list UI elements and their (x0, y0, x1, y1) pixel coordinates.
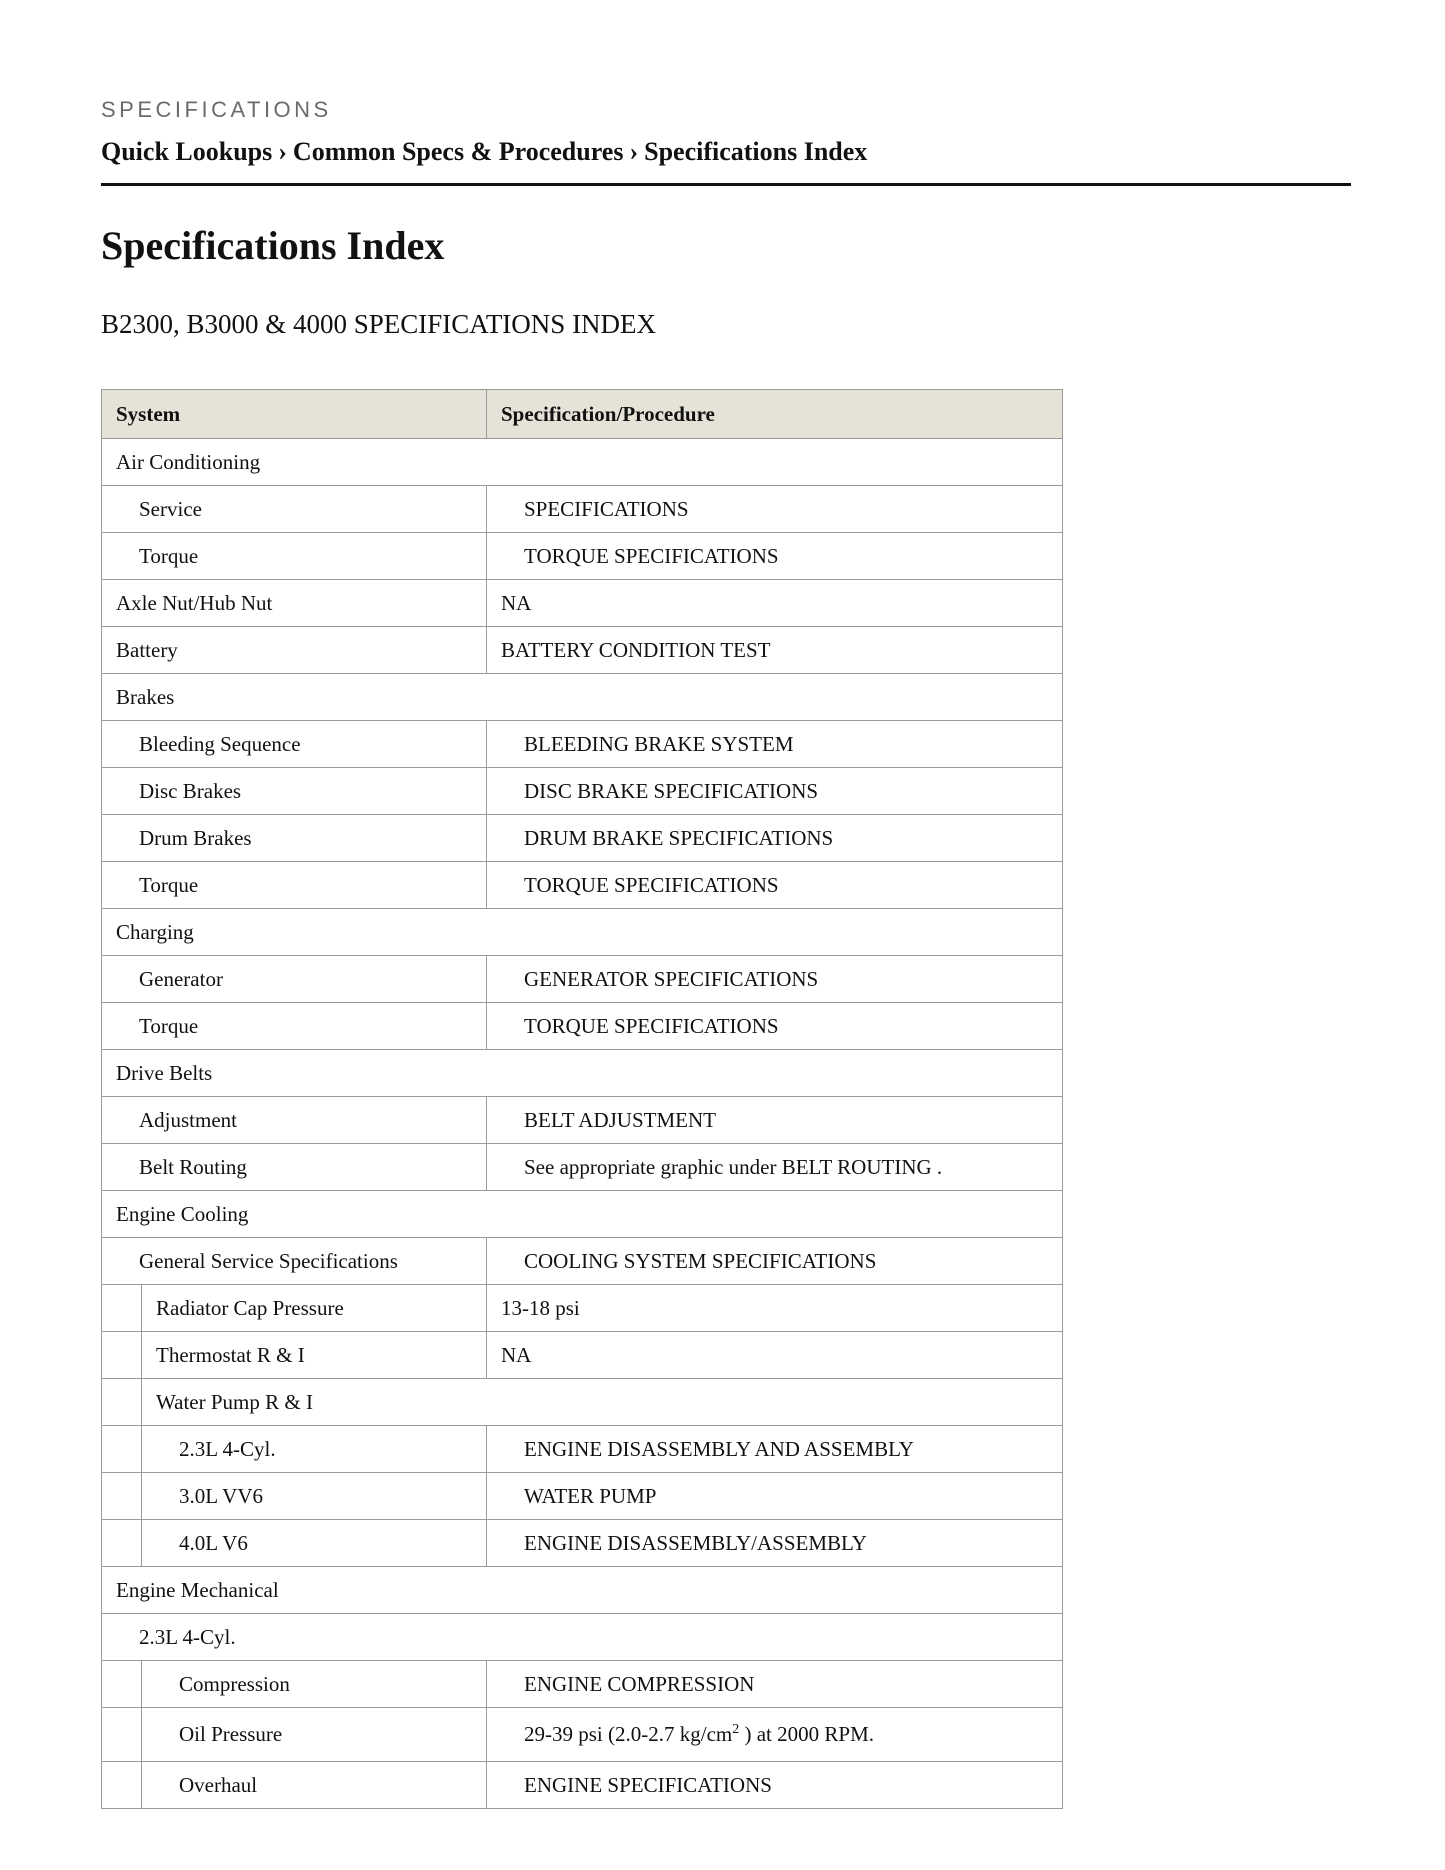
system-group-label: Brakes (102, 674, 1063, 721)
system-cell: Oil Pressure (142, 1708, 487, 1762)
table-row (102, 721, 1063, 768)
column-header-specification: Specification/Procedure (487, 390, 1063, 439)
section-label: SPECIFICATIONS (101, 97, 332, 122)
indent-gutter (102, 1379, 142, 1426)
spec-link[interactable]: See appropriate graphic under BELT ROUTING . (487, 1144, 1063, 1191)
superscript-exponent: 2 (732, 1722, 740, 1737)
table-row (102, 627, 1063, 674)
indent-gutter (102, 1332, 142, 1379)
table-row (102, 1520, 1063, 1567)
spec-link[interactable]: ENGINE COMPRESSION (487, 1661, 1063, 1708)
table-row (102, 1708, 1063, 1762)
table-row (102, 1285, 1063, 1332)
spec-link[interactable]: DISC BRAKE SPECIFICATIONS (487, 768, 1063, 815)
table-row (102, 439, 1063, 486)
spec-link[interactable]: BELT ADJUSTMENT (487, 1097, 1063, 1144)
table-header-row (102, 390, 1063, 439)
table-row (102, 768, 1063, 815)
indent-gutter (102, 1661, 142, 1708)
spec-value (487, 1708, 1063, 1762)
spec-link[interactable]: ENGINE DISASSEMBLY AND ASSEMBLY (487, 1426, 1063, 1473)
table-row (102, 1762, 1063, 1809)
spec-link[interactable]: GENERATOR SPECIFICATIONS (487, 956, 1063, 1003)
table-row (102, 862, 1063, 909)
indent-gutter (102, 1473, 142, 1520)
table-row (102, 815, 1063, 862)
system-cell: Compression (142, 1661, 487, 1708)
table-row (102, 1426, 1063, 1473)
system-cell: Overhaul (142, 1762, 487, 1809)
system-cell: Torque (102, 533, 487, 580)
spec-link[interactable]: BATTERY CONDITION TEST (487, 627, 1063, 674)
system-subgroup-label: Water Pump R & I (142, 1379, 1063, 1426)
system-cell: Drum Brakes (102, 815, 487, 862)
table-row (102, 533, 1063, 580)
table-row (102, 1003, 1063, 1050)
indent-gutter (102, 1708, 142, 1762)
breadcrumb-link-common-specs[interactable]: Common Specs & Procedures (292, 137, 624, 166)
spec-link[interactable]: TORQUE SPECIFICATIONS (487, 862, 1063, 909)
specifications-table (101, 389, 1063, 1809)
spec-link[interactable]: BLEEDING BRAKE SYSTEM (487, 721, 1063, 768)
table-row (102, 956, 1063, 1003)
table-row (102, 674, 1063, 721)
table-row (102, 1144, 1063, 1191)
table-row (102, 1379, 1063, 1426)
system-group-label: Engine Mechanical (102, 1567, 1063, 1614)
table-row (102, 486, 1063, 533)
system-cell: Service (102, 486, 487, 533)
indent-gutter (102, 1762, 142, 1809)
system-group-label: Charging (102, 909, 1063, 956)
system-cell: Battery (102, 627, 487, 674)
breadcrumb-current-page: Specifications Index (644, 137, 868, 166)
system-cell: Generator (102, 956, 487, 1003)
system-cell: Adjustment (102, 1097, 487, 1144)
system-cell: Disc Brakes (102, 768, 487, 815)
indent-gutter (102, 1285, 142, 1332)
spec-value: NA (487, 1332, 1063, 1379)
column-header-system: System (102, 390, 487, 439)
table-row (102, 1614, 1063, 1661)
system-group-label: Engine Cooling (102, 1191, 1063, 1238)
spec-link[interactable]: ENGINE SPECIFICATIONS (487, 1762, 1063, 1809)
system-cell: Belt Routing (102, 1144, 487, 1191)
system-cell: Torque (102, 1003, 487, 1050)
system-cell: General Service Specifications (102, 1238, 487, 1285)
system-cell: 3.0L VV6 (142, 1473, 487, 1520)
system-cell: Axle Nut/Hub Nut (102, 580, 487, 627)
table-row (102, 1191, 1063, 1238)
system-cell: 4.0L V6 (142, 1520, 487, 1567)
system-subgroup-label: 2.3L 4-Cyl. (102, 1614, 1063, 1661)
system-cell: Thermostat R & I (142, 1332, 487, 1379)
system-group-label: Drive Belts (102, 1050, 1063, 1097)
table-row (102, 1567, 1063, 1614)
breadcrumb-separator: › (278, 137, 287, 166)
spec-value: NA (487, 580, 1063, 627)
table-row (102, 909, 1063, 956)
system-group-label: Air Conditioning (102, 439, 1063, 486)
system-cell: 2.3L 4-Cyl. (142, 1426, 487, 1473)
spec-link[interactable]: COOLING SYSTEM SPECIFICATIONS (487, 1238, 1063, 1285)
table-row (102, 580, 1063, 627)
breadcrumb-separator: › (629, 137, 639, 166)
table-row (102, 1332, 1063, 1379)
system-cell: Torque (102, 862, 487, 909)
spec-link[interactable]: TORQUE SPECIFICATIONS (487, 1003, 1063, 1050)
system-cell: Radiator Cap Pressure (142, 1285, 487, 1332)
table-row (102, 1050, 1063, 1097)
spec-link[interactable]: WATER PUMP (487, 1473, 1063, 1520)
spec-link[interactable]: DRUM BRAKE SPECIFICATIONS (487, 815, 1063, 862)
table-row (102, 1238, 1063, 1285)
page-title: Specifications Index (101, 223, 445, 268)
system-cell: Bleeding Sequence (102, 721, 487, 768)
spec-link[interactable]: TORQUE SPECIFICATIONS (487, 533, 1063, 580)
indent-gutter (102, 1520, 142, 1567)
spec-text: ) at 2000 RPM. (739, 1722, 874, 1746)
spec-link[interactable]: SPECIFICATIONS (487, 486, 1063, 533)
page-subtitle: B2300, B3000 & 4000 SPECIFICATIONS INDEX (101, 309, 657, 339)
table-row (102, 1097, 1063, 1144)
table-row (102, 1661, 1063, 1708)
spec-link[interactable]: ENGINE DISASSEMBLY/ASSEMBLY (487, 1520, 1063, 1567)
spec-value: 13-18 psi (487, 1285, 1063, 1332)
table-row (102, 1473, 1063, 1520)
spec-text: 29-39 psi (2.0-2.7 kg/cm (524, 1722, 733, 1746)
indent-gutter (102, 1426, 142, 1473)
breadcrumb-link-quick-lookups[interactable]: Quick Lookups (101, 137, 273, 166)
breadcrumb (101, 137, 1351, 186)
